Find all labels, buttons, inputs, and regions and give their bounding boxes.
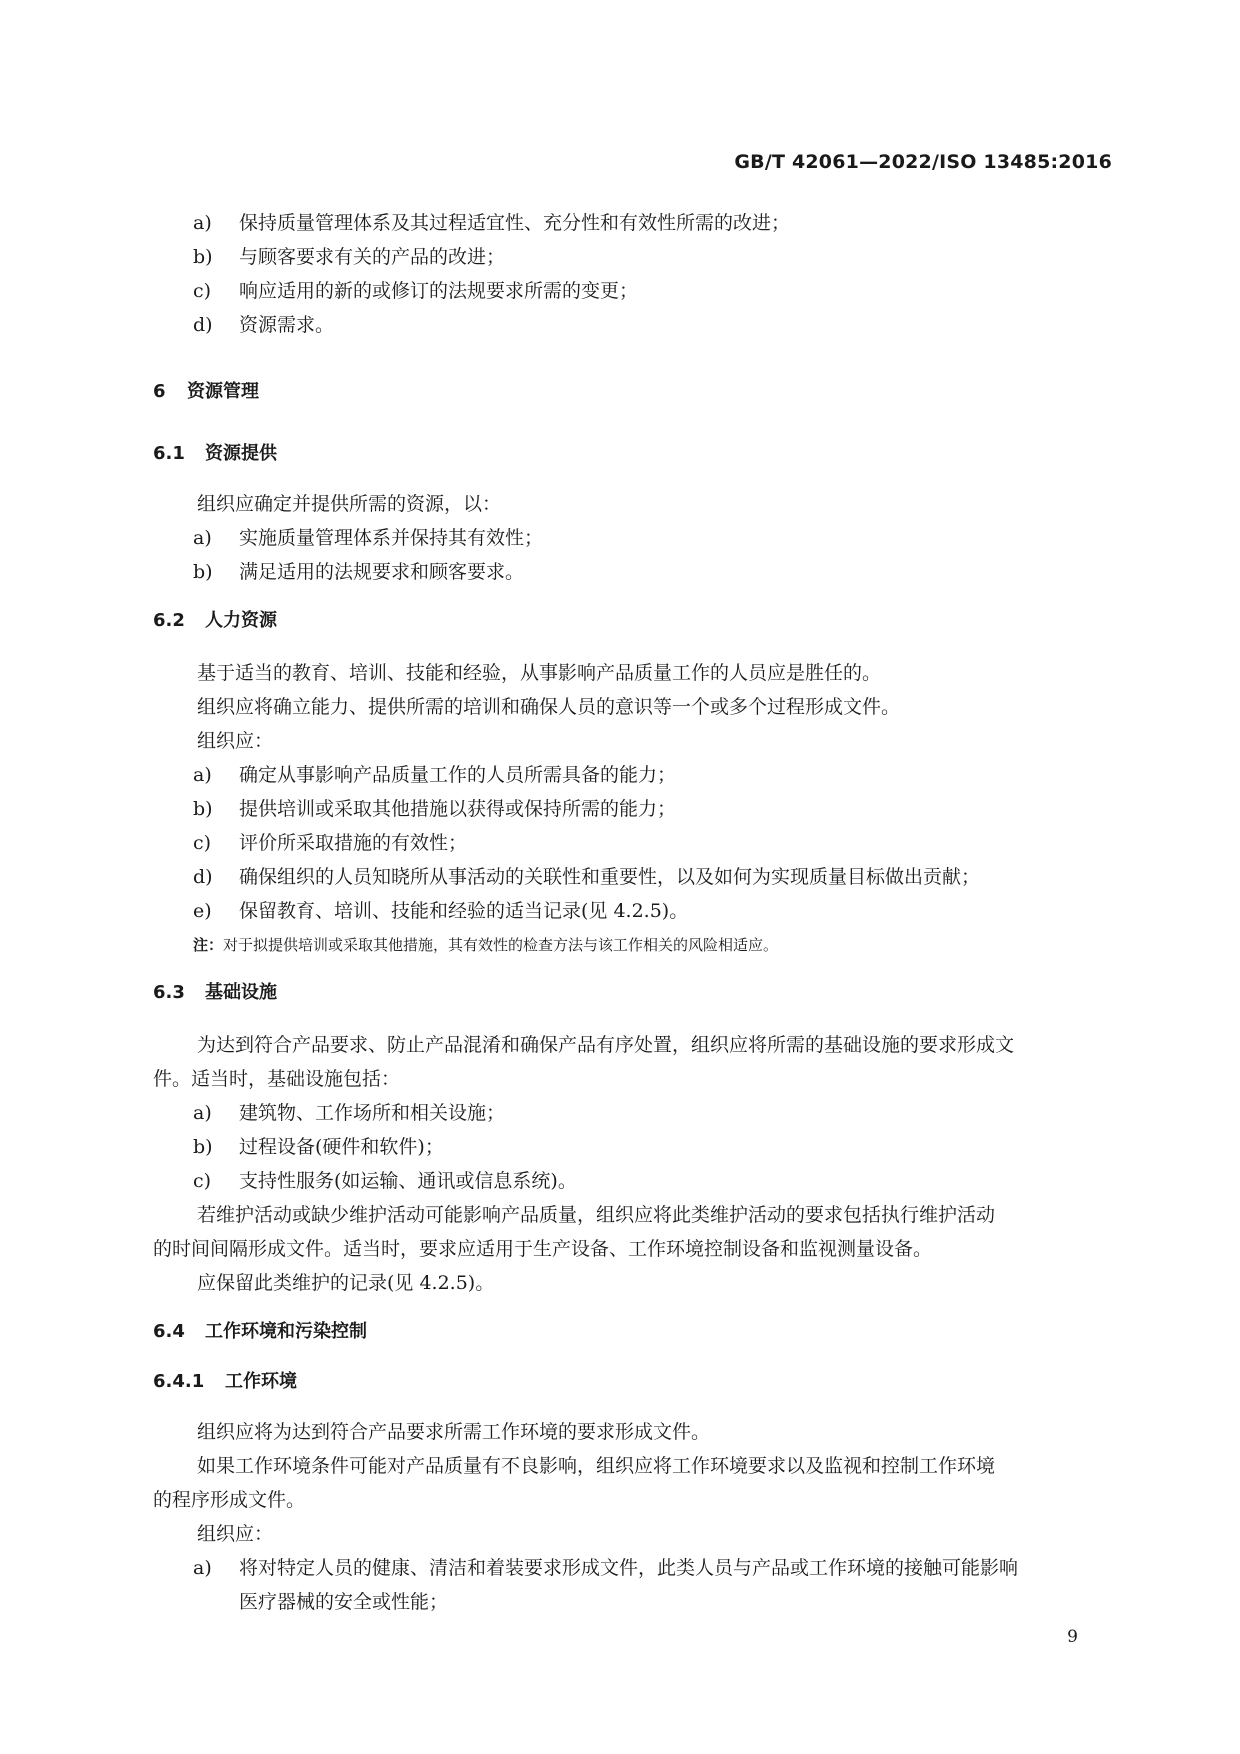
paragraph: 组织应：	[197, 1523, 274, 1545]
section-heading-6-4: 6.4 工作环境和污染控制	[153, 1321, 367, 1342]
paragraph-continuation: 件。适当时，基础设施包括：	[153, 1068, 401, 1090]
paragraph: 应保留此类维护的记录(见 4.2.5)。	[197, 1272, 495, 1294]
list-item: a) 确定从事影响产品质量工作的人员所需具备的能力；	[193, 764, 677, 786]
note: 注：对于拟提供培训或采取其他措施，其有效性的检查方法与该工作相关的风险相适应。	[193, 936, 779, 954]
list-item: a) 保持质量管理体系及其过程适宜性、充分性和有效性所需的改进；	[193, 212, 791, 234]
list-item: a) 建筑物、工作场所和相关设施；	[193, 1102, 506, 1124]
list-item: c) 支持性服务(如运输、通讯或信息系统)。	[193, 1170, 577, 1192]
section-heading-6-2: 6.2 人力资源	[153, 610, 277, 631]
section-heading-6-1: 6.1 资源提供	[153, 443, 277, 464]
list-item: a) 实施质量管理体系并保持其有效性；	[193, 527, 544, 549]
paragraph: 为达到符合产品要求、防止产品混淆和确保产品有序处置，组织应将所需的基础设施的要求形成文	[197, 1034, 1015, 1056]
section-heading-6: 6 资源管理	[153, 381, 259, 402]
list-item: b) 提供培训或采取其他措施以获得或保持所需的能力；	[193, 798, 677, 820]
paragraph: 组织应将为达到符合产品要求所需工作环境的要求形成文件。	[197, 1421, 711, 1443]
paragraph-continuation: 的时间间隔形成文件。适当时，要求应适用于生产设备、工作环境控制设备和监视测量设备。	[153, 1238, 933, 1260]
section-heading-6-3: 6.3 基础设施	[153, 982, 277, 1003]
list-item: b) 与顾客要求有关的产品的改进；	[193, 246, 506, 268]
list-item: d) 确保组织的人员知晓所从事活动的关联性和重要性，以及如何为实现质量目标做出贡献；	[193, 866, 981, 888]
section-heading-6-4-1: 6.4.1 工作环境	[153, 1371, 297, 1392]
paragraph: 组织应：	[197, 730, 274, 752]
standard-number: GB/T 42061—2022/ISO 13485:2016	[734, 151, 1112, 173]
paragraph: 如果工作环境条件可能对产品质量有不良影响，组织应将工作环境要求以及监视和控制工作环境	[197, 1455, 996, 1477]
list-item: d) 资源需求。	[193, 314, 335, 336]
paragraph: 若维护活动或缺少维护活动可能影响产品质量，组织应将此类维护活动的要求包括执行维护活动	[197, 1204, 996, 1226]
paragraph: 基于适当的教育、培训、技能和经验，从事影响产品质量工作的人员应是胜任的。	[197, 662, 882, 684]
list-item: a) 将对特定人员的健康、清洁和着装要求形成文件，此类人员与产品或工作环境的接触可能影响	[193, 1557, 1019, 1579]
list-item: b) 过程设备(硬件和软件)；	[193, 1136, 444, 1158]
list-item: c) 评价所采取措施的有效性；	[193, 832, 468, 854]
paragraph: 组织应确定并提供所需的资源，以：	[197, 493, 502, 515]
list-item: c) 响应适用的新的或修订的法规要求所需的变更；	[193, 280, 639, 302]
page-number: 9	[1067, 1627, 1078, 1647]
paragraph-continuation: 的程序形成文件。	[153, 1489, 306, 1511]
list-item: e) 保留教育、培训、技能和经验的适当记录(见 4.2.5)。	[193, 900, 689, 922]
note-label: 注：	[193, 936, 224, 954]
list-item-continuation: 医疗器械的安全或性能；	[239, 1591, 449, 1613]
list-item: b) 满足适用的法规要求和顾客要求。	[193, 561, 525, 583]
paragraph: 组织应将确立能力、提供所需的培训和确保人员的意识等一个或多个过程形成文件。	[197, 696, 901, 718]
